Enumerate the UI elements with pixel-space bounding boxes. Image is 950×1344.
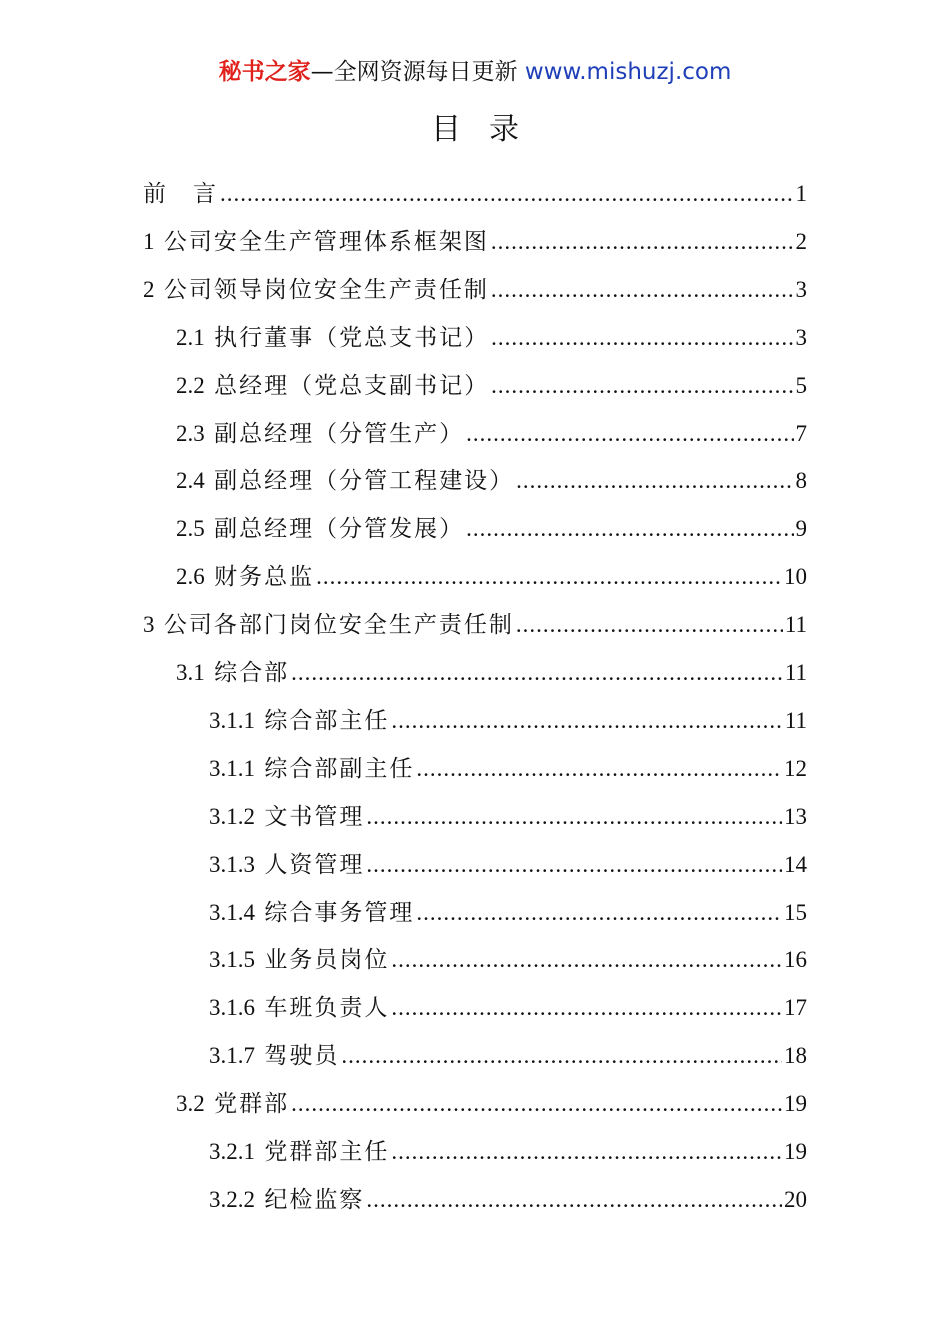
toc-entry-label xyxy=(143,275,489,305)
toc-page-number: 18 xyxy=(784,1043,807,1069)
toc-dot-leader xyxy=(391,945,782,975)
toc-entry-number: 3.1.4 xyxy=(209,899,255,925)
toc-entry[interactable] xyxy=(209,1128,807,1176)
toc-entry-number: 3.1.7 xyxy=(209,1043,255,1069)
toc-entry-number: 2.6 xyxy=(176,564,205,590)
toc-entry-text: 党群部主任 xyxy=(264,1139,390,1165)
toc-dot-leader xyxy=(366,1185,782,1215)
toc-page-number: 3 xyxy=(795,276,807,302)
toc-entry-label xyxy=(143,179,218,209)
toc-entry-label xyxy=(209,850,364,880)
toc-entry[interactable] xyxy=(143,601,807,649)
toc-entry-label xyxy=(176,1089,289,1119)
toc-entry-number: 3.2 xyxy=(176,1091,205,1117)
toc-page-number: 9 xyxy=(795,516,807,542)
toc-entry[interactable] xyxy=(176,457,807,505)
toc-dot-leader xyxy=(291,1089,782,1119)
toc-dot-leader xyxy=(391,993,782,1023)
toc-entry-number: 3.1.2 xyxy=(209,803,255,829)
toc-entry[interactable] xyxy=(176,553,807,601)
banner-tagline: 全网资源每日更新 xyxy=(333,59,518,85)
toc-entry-label xyxy=(176,562,314,592)
toc-entry[interactable] xyxy=(209,936,807,984)
toc-entry-number: 3.1.1 xyxy=(209,755,255,781)
toc-entry[interactable] xyxy=(176,314,807,362)
toc-page-number: 2 xyxy=(795,228,807,254)
toc-entry-text: 驾驶员 xyxy=(264,1043,340,1070)
toc-entry-label xyxy=(209,1041,339,1071)
toc-entry-text: 执行董事（党总支书记） xyxy=(214,324,490,351)
toc-page-number: 3 xyxy=(795,324,807,350)
toc-page-number: 16 xyxy=(784,947,807,973)
toc-dot-leader xyxy=(466,514,793,544)
toc-dot-leader xyxy=(516,466,793,496)
toc-dot-leader xyxy=(516,610,783,640)
toc-entry-label xyxy=(209,706,389,736)
toc-entry-number: 3.1 xyxy=(176,660,205,685)
toc-entry-number: 3.2.2 xyxy=(209,1186,255,1212)
toc-dot-leader xyxy=(416,754,782,784)
toc-entry-number: 2.5 xyxy=(176,516,205,542)
toc-entry-label xyxy=(176,419,464,449)
toc-entry[interactable] xyxy=(176,649,807,697)
toc-entry-label xyxy=(209,1137,389,1167)
toc-page-number: 15 xyxy=(784,899,807,925)
toc-entry-number: 3.1.6 xyxy=(209,995,255,1021)
toc-entry-text: 综合事务管理 xyxy=(264,899,415,926)
toc-entry-number: 1 xyxy=(143,228,155,254)
toc-entry[interactable] xyxy=(209,745,807,793)
toc-entry-label xyxy=(143,610,514,640)
toc-dot-leader xyxy=(316,562,782,592)
toc-page-number: 20 xyxy=(784,1186,807,1212)
toc-page-number: 14 xyxy=(784,851,807,877)
toc-dot-leader xyxy=(491,227,794,257)
toc-entry-number: 2.1 xyxy=(176,324,205,350)
toc-entry-text: 纪检监察 xyxy=(264,1186,365,1213)
toc-dot-leader xyxy=(466,419,793,449)
toc-dot-leader xyxy=(366,850,782,880)
toc-dot-leader xyxy=(341,1041,782,1071)
toc-entry-label xyxy=(143,227,489,257)
toc-entry[interactable] xyxy=(209,889,807,937)
toc-entry[interactable] xyxy=(209,1032,807,1080)
toc-entry-number: 3.1.3 xyxy=(209,851,255,877)
toc-page-number: 11 xyxy=(784,707,807,733)
toc-page-number: 1 xyxy=(795,181,807,206)
toc-entry-label xyxy=(176,658,289,688)
toc-entry-text: 公司领导岗位安全生产责任制 xyxy=(163,276,489,303)
toc-page-number: 19 xyxy=(784,1091,807,1117)
toc-page-number: 12 xyxy=(784,755,807,781)
toc-page-number: 10 xyxy=(784,564,807,590)
toc-entry-text: 副总经理（分管发展） xyxy=(214,516,465,543)
toc-entry-number: 3.1.5 xyxy=(209,947,255,973)
toc-entry-number: 3.2.1 xyxy=(209,1139,255,1164)
toc-entry[interactable] xyxy=(176,410,807,458)
toc-page-number: 13 xyxy=(784,803,807,829)
toc-entry-text: 公司安全生产管理体系框架图 xyxy=(163,228,489,255)
toc-entry-number: 3 xyxy=(143,612,155,638)
toc-entry-number: 2.2 xyxy=(176,372,205,398)
toc-dot-leader xyxy=(391,706,783,736)
toc-page-number: 7 xyxy=(795,420,807,446)
toc-entry[interactable] xyxy=(209,697,807,745)
toc-entry-text: 文书管理 xyxy=(264,803,365,830)
toc-entry[interactable] xyxy=(176,1080,807,1128)
toc-entry-label xyxy=(209,993,389,1023)
toc-entry-text: 总经理（党总支副书记） xyxy=(214,372,490,399)
toc-entry[interactable] xyxy=(209,841,807,889)
toc-entry[interactable] xyxy=(209,793,807,841)
toc-entry[interactable] xyxy=(143,218,807,266)
toc-dot-leader xyxy=(491,323,793,353)
toc-page-number: 17 xyxy=(784,995,807,1021)
toc-page-number: 5 xyxy=(795,372,807,398)
toc-entry-text: 财务总监 xyxy=(214,564,315,591)
toc-page-number: 11 xyxy=(784,612,807,638)
toc-entry-number: 3.1.1 xyxy=(209,707,255,733)
brand-name: 秘书之家 xyxy=(218,59,311,85)
toc-entry-label xyxy=(209,754,414,784)
toc-entry-label xyxy=(209,802,364,832)
toc-page-number: 8 xyxy=(795,468,807,494)
toc-entry-text: 车班负责人 xyxy=(264,995,390,1022)
toc-dot-leader xyxy=(491,371,793,401)
banner-url-link[interactable]: www.mishuzj.com xyxy=(524,59,732,85)
toc-entry-number: 2.3 xyxy=(176,420,205,446)
toc-entry-text: 人资管理 xyxy=(264,851,365,878)
toc-entry-text: 党群部 xyxy=(214,1091,290,1118)
toc-entry-label xyxy=(176,466,514,496)
toc-page-number: 11 xyxy=(784,660,807,685)
toc-entry[interactable] xyxy=(143,170,807,218)
toc-entry-label xyxy=(176,323,489,353)
toc-entry-label xyxy=(176,371,489,401)
header-banner xyxy=(0,56,950,88)
page-title: 目录 xyxy=(431,112,547,147)
toc-dot-leader xyxy=(416,898,782,928)
toc-entry-label xyxy=(176,514,464,544)
toc-entry[interactable] xyxy=(176,505,807,553)
toc-entry[interactable] xyxy=(143,266,807,314)
toc-entry-label xyxy=(209,1185,364,1215)
toc-dot-leader xyxy=(291,658,783,688)
toc-entry-label xyxy=(209,898,414,928)
toc-entry-number: 2.4 xyxy=(176,468,205,494)
toc-page-number: 19 xyxy=(784,1139,807,1164)
toc-entry[interactable] xyxy=(209,1176,807,1224)
toc-entry[interactable] xyxy=(209,984,807,1032)
toc-dot-leader xyxy=(391,1137,782,1167)
banner-dash: — xyxy=(310,59,334,85)
toc-dot-leader xyxy=(491,275,794,305)
toc-entry-number: 2 xyxy=(143,276,155,302)
toc-entry[interactable] xyxy=(176,362,807,410)
toc-entry-text: 公司各部门岗位安全生产责任制 xyxy=(163,612,514,639)
toc-entry-text: 综合部 xyxy=(214,660,290,686)
toc-dot-leader xyxy=(366,802,782,832)
toc-entry-label xyxy=(209,945,389,975)
toc-entry-text: 副总经理（分管工程建设） xyxy=(214,468,515,495)
toc-entry-text: 综合部主任 xyxy=(264,707,390,734)
toc-entry-text: 前 言 xyxy=(143,181,218,207)
toc-entry-text: 副总经理（分管生产） xyxy=(214,420,465,447)
toc-dot-leader xyxy=(220,179,794,209)
toc-entry-text: 业务员岗位 xyxy=(264,947,390,974)
toc-entry-text: 综合部副主任 xyxy=(264,755,415,782)
